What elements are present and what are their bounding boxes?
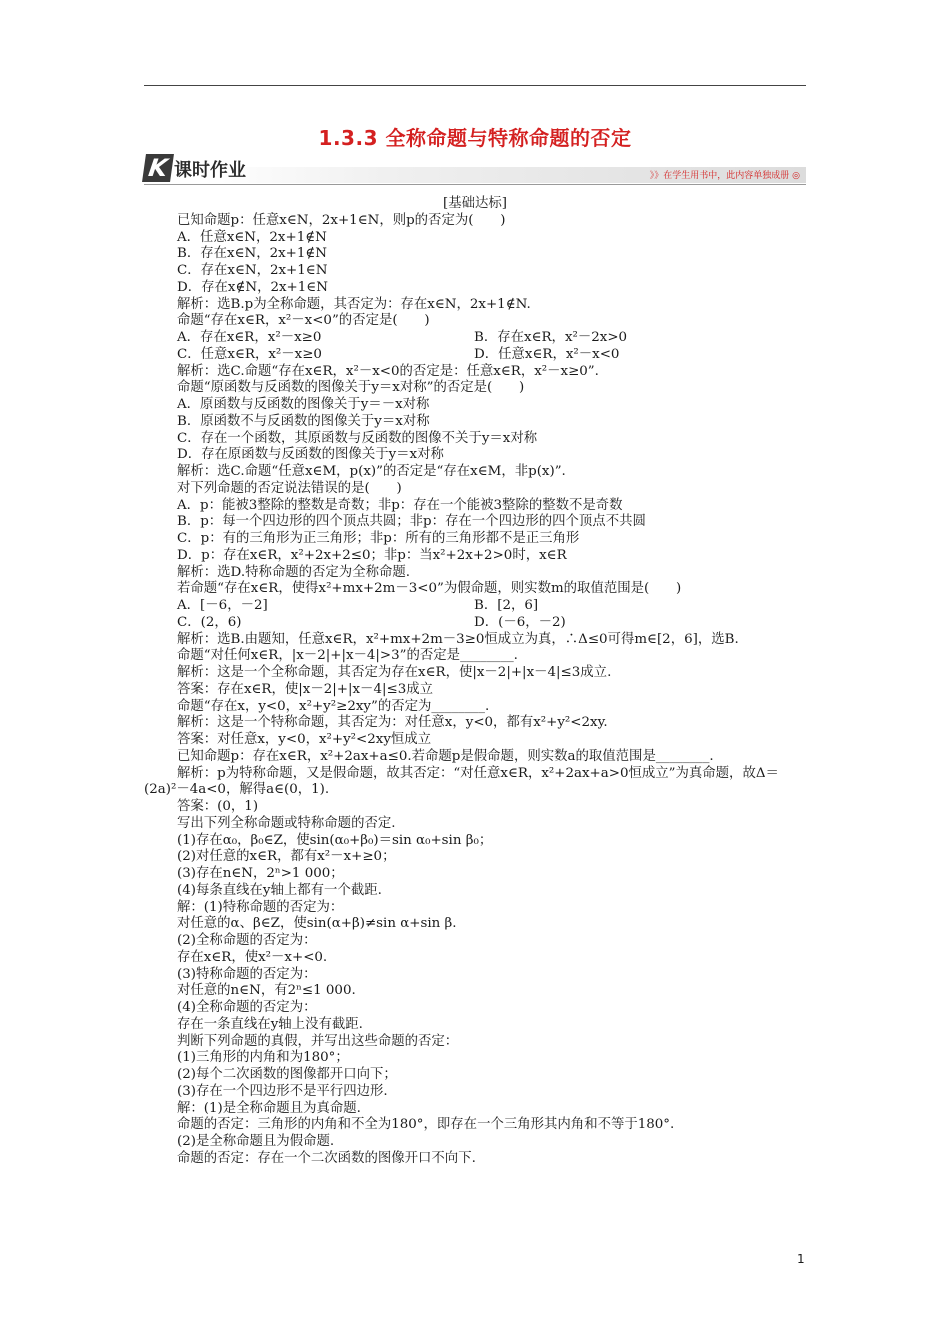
text-line: D．存在原函数与反函数的图像关于y＝x对称 xyxy=(177,447,444,463)
option-text: D．任意x∈R，x²－x<0 xyxy=(474,346,620,362)
text-line: 对任意的α、β∈Z，使sin(α+β)≠sin α+sin β. xyxy=(177,916,457,932)
section-heading: [基础达标] xyxy=(442,196,507,211)
text-line: 答案：(0，1) xyxy=(177,799,259,814)
text-line: 解：(1)是全称命题且为真命题. xyxy=(177,1100,361,1116)
text-line: 命题“对任何x∈R，|x－2|+|x－4|>3”的否定是________. xyxy=(177,648,518,664)
text-line: 已知命题p：任意x∈N，2x+1∈N，则p的否定为( ) xyxy=(177,212,506,228)
text-line: (4)全称命题的否定为： xyxy=(177,1000,317,1015)
text-line: (2)全称命题的否定为： xyxy=(177,933,317,948)
option-row xyxy=(144,615,806,632)
k-logo-icon: K xyxy=(142,154,174,182)
text-line: 写出下列全称命题或特称命题的否定. xyxy=(177,815,396,831)
text-line: (2)是全称命题且为假命题. xyxy=(177,1134,335,1149)
text-line: 命题的否定：存在一个二次函数的图像开口不向下. xyxy=(177,1150,476,1166)
text-line: B．p：每一个四边形的四个顶点共圆；非p：存在一个四边形的四个顶点不共圆 xyxy=(177,514,646,530)
text-line: (1)三角形的内角和为180°； xyxy=(177,1050,349,1066)
text-line: 存在一条直线在y轴上没有截距. xyxy=(177,1016,363,1032)
text-line: A．任意x∈N，2x+1∉N xyxy=(177,229,327,245)
text-line: B．原函数不与反函数的图像关于y＝x对称 xyxy=(177,413,430,429)
option-text: A．[－6，－2] xyxy=(177,598,268,613)
text-line: (1)存在α₀，β₀∈Z，使sin(α₀+β₀)＝sin α₀+sin β₀； xyxy=(177,832,493,848)
text-line: B．存在x∈N，2x+1∉N xyxy=(177,246,328,262)
option-text: C．(2，6) xyxy=(177,614,242,630)
text-line: 解析：选C.命题“任意x∈M，p(x)”的否定是“存在x∈M，非p(x)”. xyxy=(177,464,566,479)
text-line: 解析：选D.特称命题的否定为全称命题. xyxy=(177,564,411,580)
page-number: 1 xyxy=(797,1252,805,1266)
text-line: 命题的否定：三角形的内角和不全为180°，即存在一个三角形其内角和不等于180°. xyxy=(177,1117,675,1133)
text-line: (4)每条直线在y轴上都有一个截距. xyxy=(177,882,382,898)
text-line: (2)对任意的x∈R，都有x²－x+≥0； xyxy=(177,849,396,865)
text-line: (3)存在n∈N，2ⁿ>1 000； xyxy=(177,866,344,881)
text-line: 对任意的n∈N，有2ⁿ≤1 000. xyxy=(177,983,356,999)
text-line: 解析：选B.p为全称命题，其否定为：存在x∈N，2x+1∉N. xyxy=(177,296,531,312)
option-text: A．存在x∈R，x²－x≥0 xyxy=(177,330,322,345)
text-line: 已知命题p：存在x∈R，x²+2ax+a≤0.若命题p是假命题，则实数a的取值范围是________. xyxy=(177,748,714,764)
text-line: D．存在x∉N，2x+1∈N xyxy=(177,279,328,295)
option-row xyxy=(144,330,806,347)
text-line: 解析：这是一个特称命题，其否定为：对任意x，y<0，都有x²+y²<2xy. xyxy=(177,715,608,731)
text-line: 解析：选B.由题知，任意x∈R，x²+mx+2m－3≥0恒成立为真，∴Δ≤0可得m∈[2，6]，选B. xyxy=(177,631,739,647)
text-line: C．存在x∈N，2x+1∈N xyxy=(177,263,328,278)
option-row xyxy=(144,347,806,364)
text-line: 存在x∈R，使x²－x+<0. xyxy=(177,949,328,965)
option-text: D．(－6，－2) xyxy=(474,614,566,630)
text-line: 命题“存在x∈R，x²－x<0”的否定是( ) xyxy=(177,313,430,329)
text-line: 解析：选C.命题“存在x∈R，x²－x<0的否定是：任意x∈R，x²－x≥0”. xyxy=(177,363,599,379)
text-line: 解：(1)特称命题的否定为： xyxy=(177,899,344,915)
text-line: 解析：这是一个全称命题，其否定为存在x∈R，使|x－2|+|x－4|≤3成立. xyxy=(177,665,612,680)
option-text: B．[2，6] xyxy=(474,598,539,613)
text-line: A．p：能被3整除的整数是奇数；非p：存在一个能被3整除的整数不是奇数 xyxy=(177,497,623,513)
text-line: 若命题“存在x∈R，使得x²+mx+2m－3<0”为假命题，则实数m的取值范围是( ) xyxy=(177,581,682,597)
text-line: 解析：p为特称命题，又是假命题，故其否定：“对任意x∈R，x²+2ax+a>0恒成立”为真命题，故Δ＝(2a)²－4a<0，解得a∈(0，1). xyxy=(144,765,779,798)
text-line: (3)特称命题的否定为： xyxy=(177,966,317,982)
text-line: 答案：存在x∈R，使|x－2|+|x－4|≤3成立 xyxy=(177,681,433,697)
banner-label: 课时作业 xyxy=(174,160,246,181)
text-line: D．p：存在x∈R，x²+2x+2≤0；非p：当x²+2x+2>0时，x∈R xyxy=(177,547,567,563)
text-line: (3)存在一个四边形不是平行四边形. xyxy=(177,1083,388,1099)
page-title: 1.3.3 全称命题与特称命题的否定 xyxy=(318,126,632,150)
text-line: A．原函数与反函数的图像关于y＝－x对称 xyxy=(177,397,430,412)
option-text: C．任意x∈R，x²－x≥0 xyxy=(177,346,322,362)
option-row xyxy=(144,598,806,615)
text-line: 答案：对任意x，y<0，x²+y²<2xy恒成立 xyxy=(177,732,432,747)
banner-rule xyxy=(144,184,806,185)
text-line: C．p：有的三角形为正三角形；非p：所有的三角形都不是正三角形 xyxy=(177,531,580,546)
text-line: 对下列命题的否定说法错误的是( ) xyxy=(177,480,402,496)
option-text: B．存在x∈R，x²－2x>0 xyxy=(474,330,628,345)
section-banner xyxy=(144,152,806,186)
text-line: 命题“存在x，y<0，x²+y²≥2xy”的否定为________. xyxy=(177,698,490,714)
text-line: 命题“原函数与反函数的图像关于y＝x对称”的否定是( ) xyxy=(177,380,525,396)
text-line: 判断下列命题的真假，并写出这些命题的否定： xyxy=(177,1033,459,1049)
document-body xyxy=(144,196,806,1168)
banner-note: 》》在学生用书中，此内容单独成册 ◎ xyxy=(649,171,800,181)
text-line: C．存在一个函数，其原函数与反函数的图像不关于y＝x对称 xyxy=(177,430,538,446)
text-line: (2)每个二次函数的图像都开口向下； xyxy=(177,1067,397,1082)
header-rule xyxy=(144,85,806,86)
